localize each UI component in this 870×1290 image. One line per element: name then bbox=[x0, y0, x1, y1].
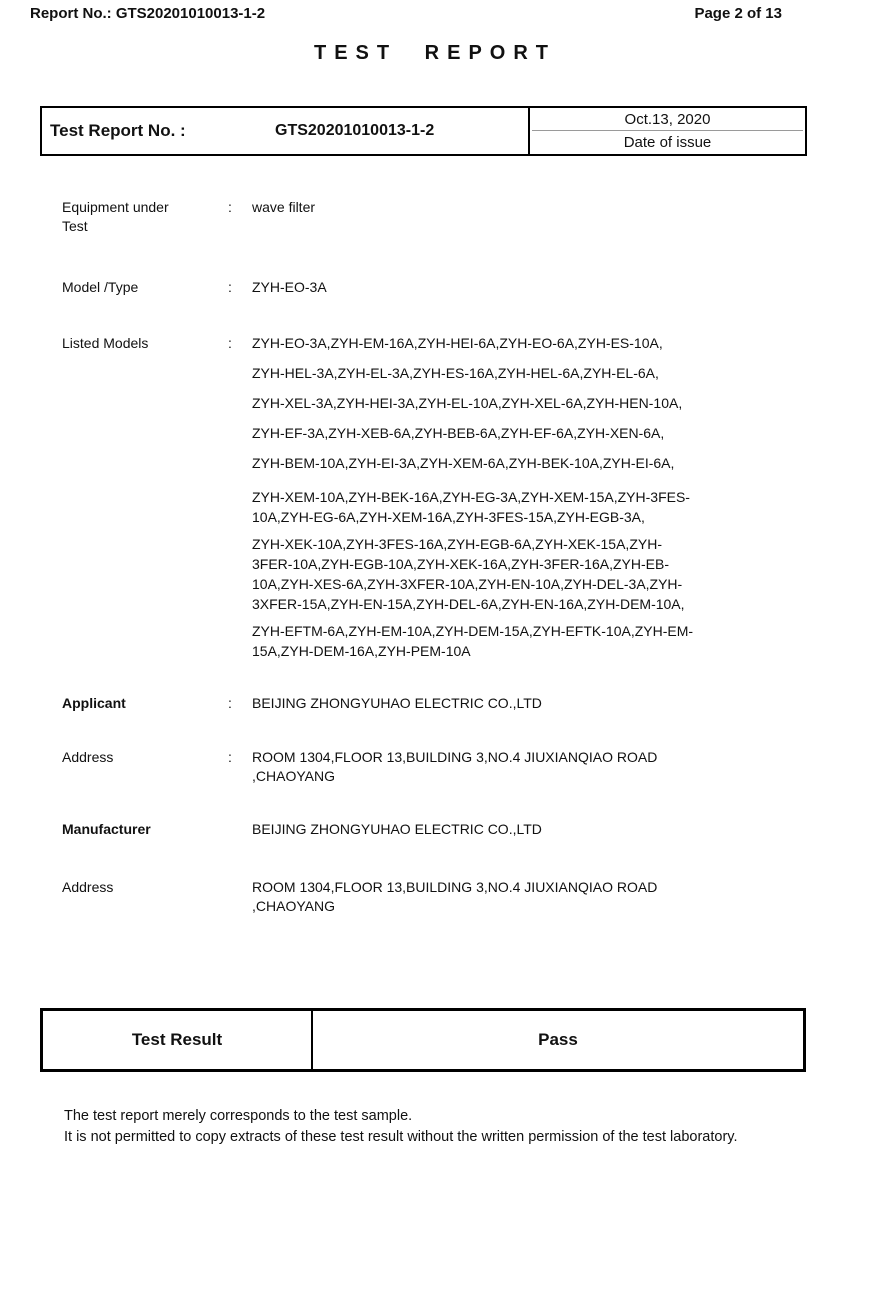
disclaimer-line-2: It is not permitted to copy extracts of these test result without the written permission of the test laboratory. bbox=[64, 1129, 738, 1145]
field-label: Applicant bbox=[62, 695, 126, 711]
models-line: ZYH-HEL-3A,ZYH-EL-3A,ZYH-ES-16A,ZYH-HEL-6A,ZYH-EL-6A, bbox=[252, 365, 659, 381]
models-paragraph: ZYH-XEM-10A,ZYH-BEK-16A,ZYH-EG-3A,ZYH-XEM-15A,ZYH-3FES-10A,ZYH-EG-6A,ZYH-XEM-16A,ZYH-3FES-15A,ZYH-EGB-3A, bbox=[252, 489, 690, 525]
field-colon: : bbox=[228, 199, 232, 215]
report-no-cell bbox=[42, 108, 530, 154]
field-value: ZYH-EO-3A bbox=[252, 279, 327, 295]
page-running-header bbox=[0, 5, 870, 25]
issue-date-value: Oct.13, 2020 bbox=[624, 110, 711, 128]
field-equipment-under-test bbox=[62, 198, 810, 236]
date-of-issue-cell bbox=[530, 108, 805, 154]
field-colon bbox=[228, 820, 252, 839]
models-line: ZYH-EO-3A,ZYH-EM-16A,ZYH-HEI-6A,ZYH-EO-6A,ZYH-ES-10A, bbox=[252, 335, 663, 351]
disclaimer-line-1: The test report merely corresponds to the test sample. bbox=[64, 1108, 413, 1124]
field-value: ROOM 1304,FLOOR 13,BUILDING 3,NO.4 JIUXIANQIAO ROAD ,CHAOYANG bbox=[252, 879, 658, 914]
report-no-value: GTS20201010013-1-2 bbox=[275, 122, 435, 139]
field-applicant-address bbox=[62, 748, 810, 786]
field-colon bbox=[228, 878, 252, 916]
field-label: Equipment under Test bbox=[62, 199, 169, 234]
field-value: wave filter bbox=[252, 199, 316, 215]
models-paragraph: ZYH-EFTM-6A,ZYH-EM-10A,ZYH-DEM-15A,ZYH-EFTK-10A,ZYH-EM-15A,ZYH-DEM-16A,ZYH-PEM-10A bbox=[252, 623, 694, 659]
disclaimer bbox=[64, 1106, 830, 1148]
field-value: ROOM 1304,FLOOR 13,BUILDING 3,NO.4 JIUXIANQIAO ROAD ,CHAOYANG bbox=[252, 749, 658, 784]
listed-models-value bbox=[252, 328, 810, 661]
field-colon: : bbox=[228, 749, 232, 765]
field-colon: : bbox=[228, 335, 232, 351]
field-label: Address bbox=[62, 879, 114, 895]
field-value: BEIJING ZHONGYUHAO ELECTRIC CO.,LTD bbox=[252, 695, 542, 711]
issue-date-label: Date of issue bbox=[623, 134, 712, 151]
field-colon: : bbox=[228, 695, 232, 711]
field-manufacturer-address bbox=[62, 878, 810, 916]
field-value: BEIJING ZHONGYUHAO ELECTRIC CO.,LTD bbox=[252, 821, 542, 837]
models-line: ZYH-XEL-3A,ZYH-HEI-3A,ZYH-EL-10A,ZYH-XEL-6A,ZYH-HEN-10A, bbox=[252, 395, 683, 411]
field-label: Listed Models bbox=[62, 335, 149, 351]
document-title: TEST REPORT bbox=[313, 42, 556, 64]
field-listed-models bbox=[62, 328, 810, 661]
test-result-table bbox=[40, 1008, 806, 1072]
report-info-table bbox=[40, 106, 807, 156]
field-manufacturer bbox=[62, 820, 810, 839]
report-no-label: Test Report No. : bbox=[50, 121, 186, 140]
test-result-label: Test Result bbox=[43, 1011, 313, 1069]
field-colon: : bbox=[228, 279, 232, 295]
test-result-value: Pass bbox=[538, 1030, 578, 1049]
field-label: Manufacturer bbox=[62, 821, 151, 837]
running-report-no: Report No.: GTS20201010013-1-2 bbox=[30, 5, 266, 22]
field-model-type bbox=[62, 278, 810, 297]
models-paragraph: ZYH-XEK-10A,ZYH-3FES-16A,ZYH-EGB-6A,ZYH-XEK-15A,ZYH-3FER-10A,ZYH-EGB-10A,ZYH-XEK-16A,ZYH-3FER-16A,ZYH-EB-10A,ZYH-XES-6A,ZYH-3XFER-10A,ZYH-EN-10A,ZYH-DEL-3A,ZYH-3XFER-15A,ZYH-EN-15A,ZYH-DEL-6A,ZYH-EN-16A,ZYH-DEM-10A, bbox=[252, 536, 685, 612]
models-line: ZYH-BEM-10A,ZYH-EI-3A,ZYH-XEM-6A,ZYH-BEK-10A,ZYH-EI-6A, bbox=[252, 455, 675, 471]
field-label: Model /Type bbox=[62, 279, 139, 295]
models-line: ZYH-EF-3A,ZYH-XEB-6A,ZYH-BEB-6A,ZYH-EF-6A,ZYH-XEN-6A, bbox=[252, 425, 665, 441]
page-number: Page 2 of 13 bbox=[694, 5, 782, 22]
field-label: Address bbox=[62, 749, 114, 765]
field-applicant bbox=[62, 694, 810, 713]
